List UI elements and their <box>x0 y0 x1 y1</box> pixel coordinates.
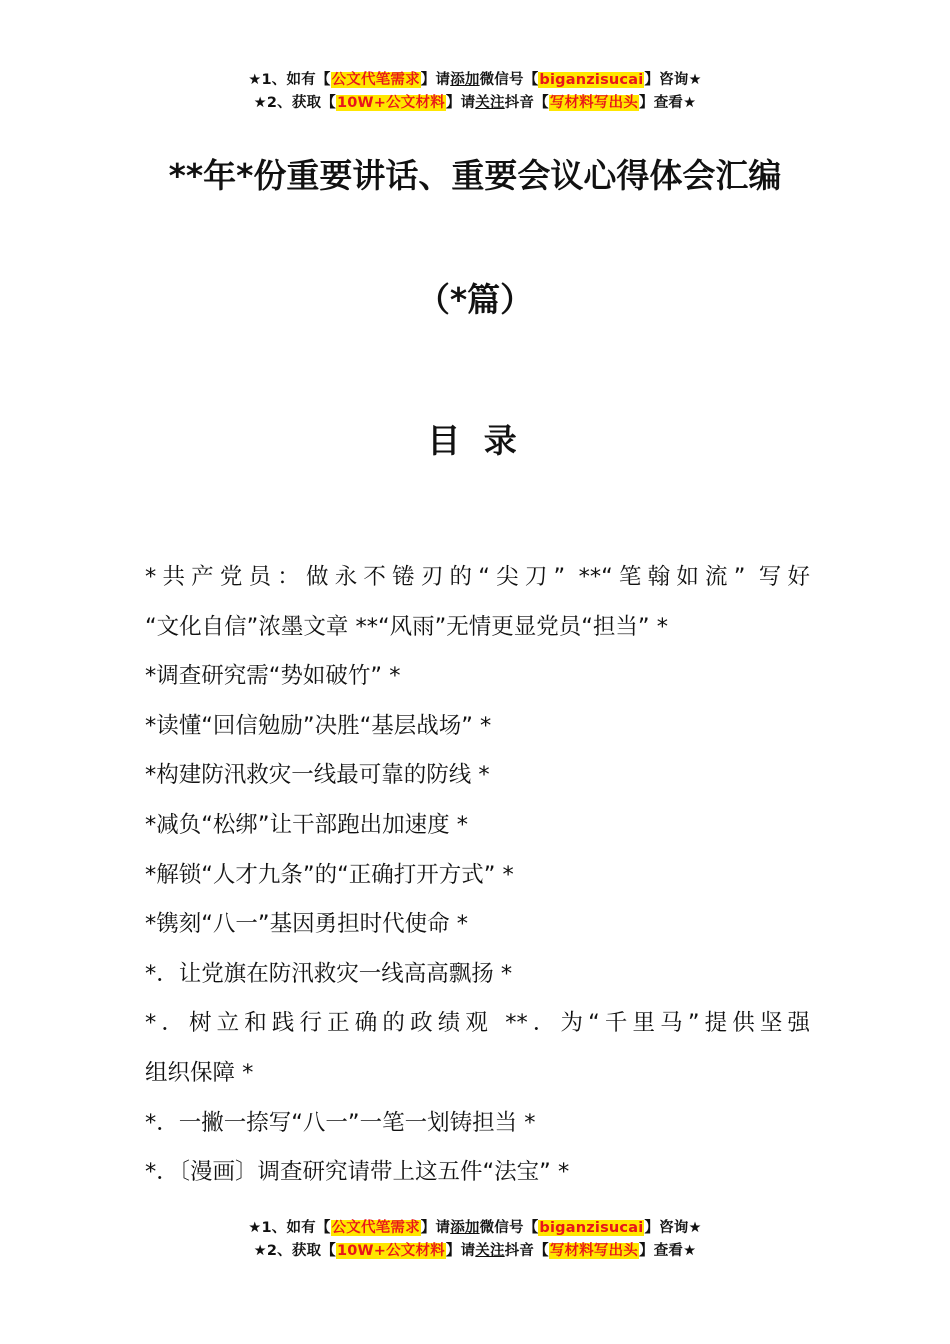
toc-item: “文化自信”浓墨文章 **“风雨”无情更显党员“担当” * <box>145 613 668 640</box>
document-title: **年*份重要讲话、重要会议心得体会汇编 <box>168 156 782 195</box>
promo-text: ★2、获取【 <box>253 1243 336 1259</box>
toc-item: *．让党旗在防汛救灾一线高高飘扬 * <box>145 960 513 987</box>
promo-text: 】查看★ <box>639 95 697 111</box>
toc-item: *．一撇一捺写“八一”一笔一划铸担当 * <box>145 1109 536 1136</box>
document-subtitle: （*篇） <box>416 280 534 319</box>
promo-text: 】咨询★ <box>644 72 702 88</box>
toc-item: *构建防汛救灾一线最可靠的防线 * <box>145 762 490 789</box>
promo-underline: 关注 <box>475 95 505 111</box>
toc-heading: 目 录 <box>427 421 523 460</box>
promo-text: ★1、如有【 <box>248 72 331 88</box>
promo-text: 微信号【 <box>479 72 539 88</box>
promo-text: 微信号【 <box>479 1220 539 1236</box>
promo-highlight: 公文代笔需求 <box>331 72 420 88</box>
promo-text: ★1、如有【 <box>248 1220 331 1236</box>
promo-line-1 <box>0 69 950 92</box>
promo-highlight: 公文代笔需求 <box>331 1220 420 1236</box>
promo-text: 抖音【 <box>504 95 549 111</box>
toc-item: *共产党员：做永不锩刃的“尖刀” **“笔翰如流” 写好 <box>145 564 810 590</box>
toc-item: 组织保障 * <box>145 1059 254 1086</box>
promo-line-1 <box>0 1217 950 1240</box>
promo-text: 抖音【 <box>504 1243 549 1259</box>
promo-highlight: 10W+公文材料 <box>336 1243 445 1259</box>
top-promo-banner <box>0 69 950 115</box>
promo-text: 】查看★ <box>639 1243 697 1259</box>
toc-item: *减负“松绑”让干部跑出加速度 * <box>145 811 468 838</box>
promo-text: 】请 <box>420 1220 451 1236</box>
promo-text: 】请 <box>445 95 476 111</box>
toc-item: *调查研究需“势如破竹” * <box>145 663 401 690</box>
promo-douyin-id: 写材料写出头 <box>549 1243 639 1259</box>
promo-underline: 关注 <box>475 1243 505 1259</box>
promo-underline: 添加 <box>450 1220 480 1236</box>
promo-douyin-id: 写材料写出头 <box>549 95 639 111</box>
promo-text: 】请 <box>445 1243 476 1259</box>
toc-item: *镌刻“八一”基因勇担时代使命 * <box>145 911 468 938</box>
promo-text: 】请 <box>420 72 451 88</box>
bottom-promo-banner <box>0 1217 950 1263</box>
toc-item: *．树立和践行正确的政绩观 **．为“千里马”提供坚强 <box>145 1010 810 1037</box>
promo-line-2 <box>0 92 950 115</box>
promo-text: ★2、获取【 <box>253 95 336 111</box>
promo-text: 】咨询★ <box>644 1220 702 1236</box>
promo-underline: 添加 <box>450 72 480 88</box>
promo-wechat-id: biganzisucai <box>539 72 644 88</box>
toc-item: *读懂“回信勉励”决胜“基层战场” * <box>145 712 492 739</box>
table-of-contents <box>145 553 810 1198</box>
toc-item: *解锁“人才九条”的“正确打开方式” * <box>145 861 514 888</box>
promo-line-2 <box>0 1240 950 1263</box>
toc-item: *．〔漫画〕调查研究请带上这五件“法宝” * <box>145 1159 570 1186</box>
promo-wechat-id: biganzisucai <box>539 1220 644 1236</box>
promo-highlight: 10W+公文材料 <box>336 95 445 111</box>
